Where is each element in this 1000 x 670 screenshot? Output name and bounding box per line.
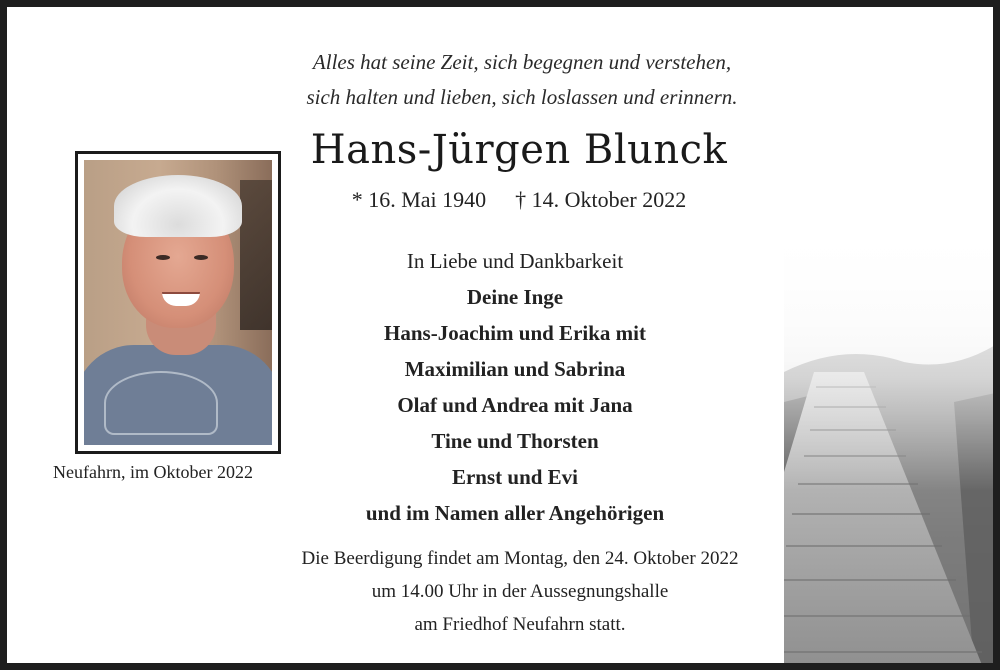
funeral-line-1: Die Beerdigung findet am Montag, den 24. Oktober 2022 bbox=[301, 548, 739, 569]
mourner-name: Olaf und Andrea mit Jana bbox=[397, 393, 633, 417]
birth-date: 16. Mai 1940 bbox=[368, 187, 487, 212]
funeral-line-3: am Friedhof Neufahrn statt. bbox=[414, 614, 626, 635]
mourner-name: Tine und Thorsten bbox=[431, 429, 599, 453]
funeral-line-2: um 14.00 Uhr in der Aussegnungshalle bbox=[371, 581, 669, 602]
deceased-name: Hans-Jürgen Blunck bbox=[310, 127, 728, 173]
quote-line-1: Alles hat seine Zeit, sich begegnen und verstehen, bbox=[312, 50, 732, 74]
quote-line-2: sich halten und lieben, sich loslassen und erinnern. bbox=[306, 85, 738, 109]
mourners-intro: In Liebe und Dankbarkeit bbox=[406, 249, 624, 273]
mourners-block bbox=[315, 248, 715, 536]
boardwalk-image bbox=[784, 222, 1000, 670]
mourner-name: Maximilian und Sabrina bbox=[404, 357, 626, 381]
death-symbol: † bbox=[515, 187, 527, 212]
mourner-name: Hans-Joachim und Erika mit bbox=[384, 321, 646, 345]
birth-symbol: * bbox=[351, 187, 363, 212]
mourner-name: Ernst und Evi bbox=[451, 465, 579, 489]
mourner-name: Deine Inge bbox=[466, 285, 564, 309]
death-date: 14. Oktober 2022 bbox=[531, 187, 687, 212]
portrait-frame bbox=[75, 151, 281, 454]
mourner-name: und im Namen aller Angehörigen bbox=[365, 501, 665, 525]
funeral-info bbox=[265, 548, 775, 647]
portrait-photo bbox=[84, 160, 272, 445]
boardwalk-illustration bbox=[784, 222, 1000, 670]
place-date-caption: Neufahrn, im Oktober 2022 bbox=[53, 462, 253, 482]
